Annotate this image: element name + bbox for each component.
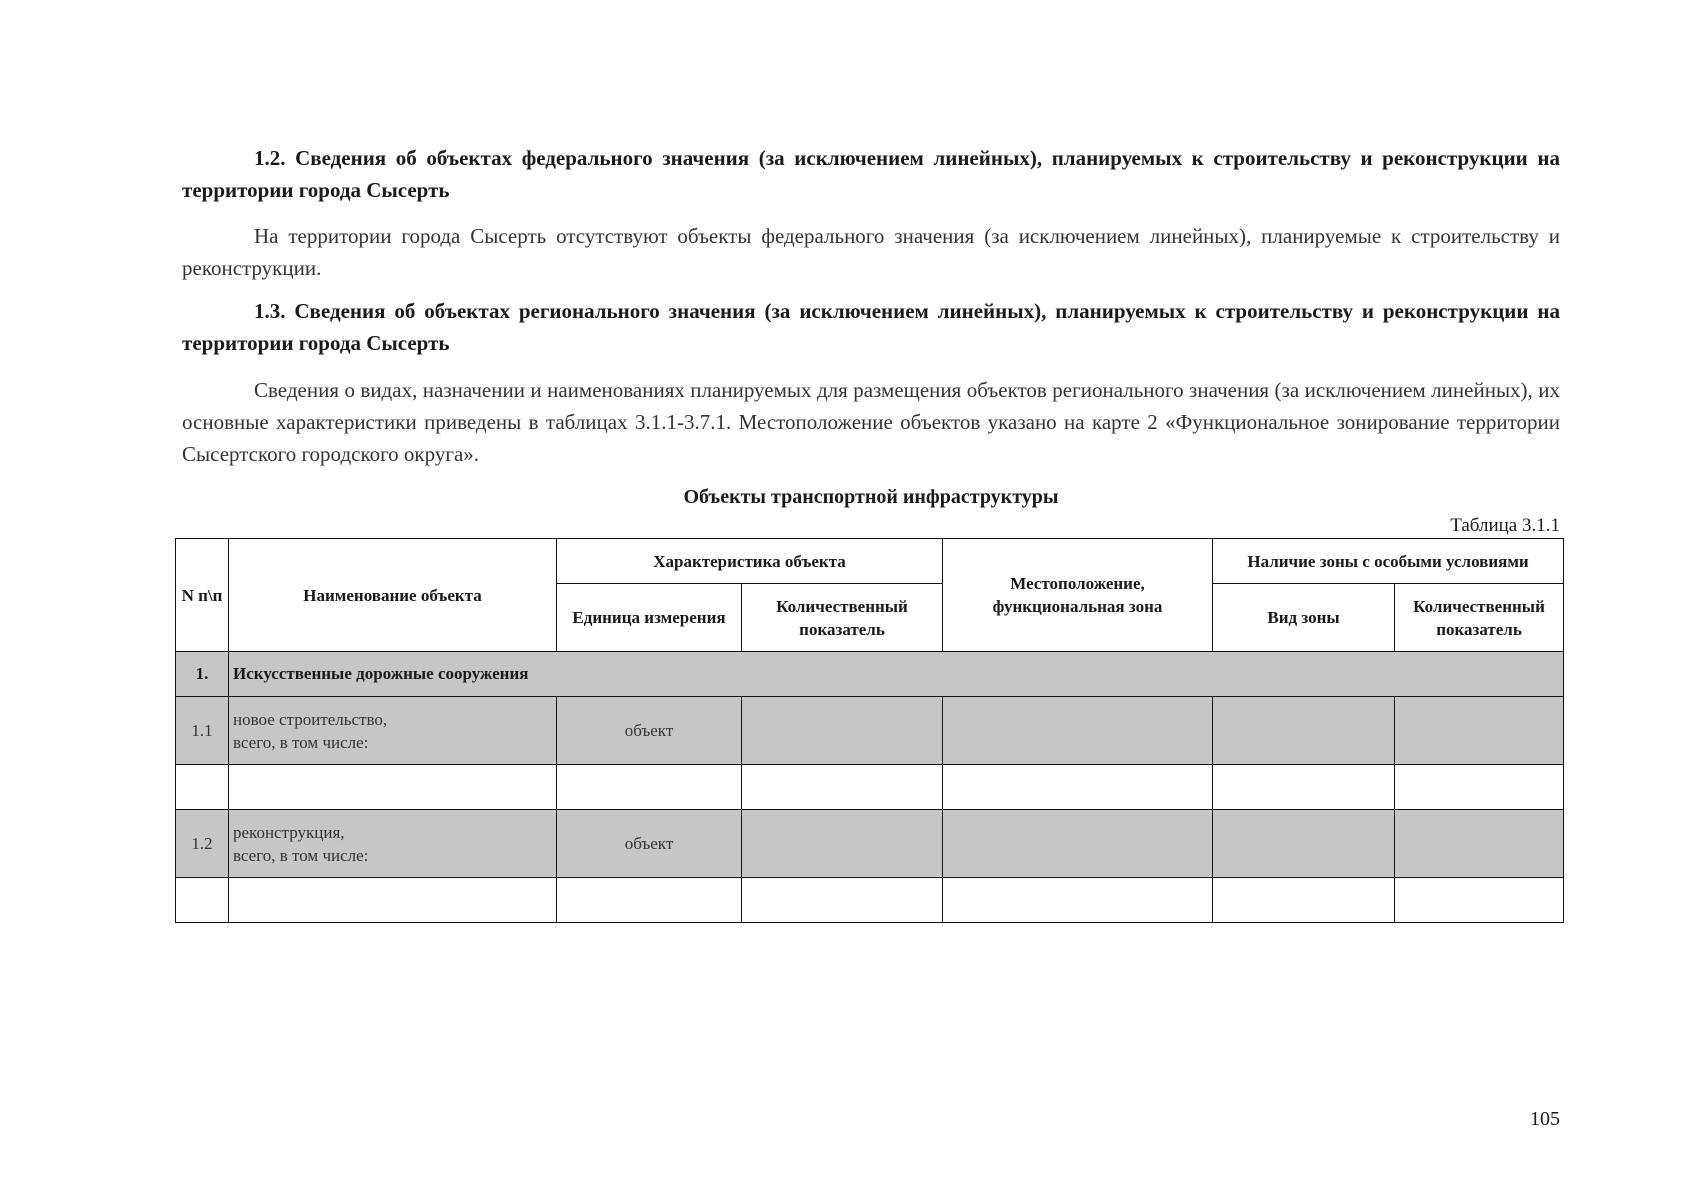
section-1-3-text: Сведения о видах, назначении и наименованиях планируемых для размещения объектов регионального значения (за исключением линейных), их основные характеристики приведены в таблицах 3.1.1-3.7.1. Местоположение объектов указано на карте 2 «Функциональное зонирование территории Сысертского городского округа». (182, 378, 1560, 466)
section-num: 1. (176, 652, 229, 697)
table-label: Таблица 3.1.1 (1450, 515, 1560, 536)
table-cell (943, 878, 1213, 923)
row-unit: объект (557, 810, 742, 878)
table-row (176, 878, 1564, 923)
row-name (229, 810, 557, 878)
row-num: 1.1 (176, 697, 229, 765)
table-cell (742, 810, 943, 878)
header-name: Наименование объекта (229, 539, 557, 652)
table-cell (1213, 765, 1395, 810)
table-cell (943, 652, 1213, 697)
table-cell (1395, 697, 1564, 765)
table-cell (557, 652, 742, 697)
row-name (229, 697, 557, 765)
header-characteristics: Характеристика объекта (557, 539, 943, 584)
table-cell (742, 765, 943, 810)
table-title: Объекты транспортной инфраструктуры (683, 486, 1059, 508)
header-zone: Наличие зоны с особыми условиями (1213, 539, 1564, 584)
table-cell (742, 652, 943, 697)
table-cell (176, 878, 229, 923)
row-name-line1: новое строительство, (233, 709, 388, 729)
table-cell (229, 765, 557, 810)
header-quantity: Количественный показатель (742, 584, 943, 652)
section-1-2-heading: 1.2. Сведения об объектах федерального значения (за исключением линейных), планируемых к строительству и реконструкции на территории города Сысерть (182, 146, 1560, 202)
table-cell (742, 878, 943, 923)
table-cell (557, 878, 742, 923)
table-cell (1213, 652, 1395, 697)
table-cell (557, 765, 742, 810)
table-cell (176, 765, 229, 810)
table-cell (1395, 878, 1564, 923)
section-row (176, 652, 1564, 697)
table-row (176, 697, 1564, 765)
table-cell (1395, 765, 1564, 810)
row-name-line1: реконструкция, (233, 822, 345, 842)
section-name: Искусственные дорожные сооружения (229, 652, 557, 697)
table-cell (1395, 810, 1564, 878)
table-cell (943, 765, 1213, 810)
section-1-2-text: На территории города Сысерть отсутствуют объекты федерального значения (за исключением линейных), планируемые к строительству и реконструкции. (182, 224, 1560, 280)
header-unit: Единица измерения (557, 584, 742, 652)
page-number: 105 (1530, 1108, 1560, 1130)
header-zone-type: Вид зоны (1213, 584, 1395, 652)
row-name-line2: всего, в том числе: (233, 845, 369, 865)
table-row (176, 810, 1564, 878)
row-unit: объект (557, 697, 742, 765)
table-row (176, 765, 1564, 810)
table-cell (229, 878, 557, 923)
table-cell (1213, 810, 1395, 878)
transport-objects-table (175, 538, 1564, 923)
table-cell (1213, 697, 1395, 765)
table-cell (943, 697, 1213, 765)
header-num: N п\п (176, 539, 229, 652)
row-name-line2: всего, в том числе: (233, 732, 369, 752)
header-location: Местоположение, функциональная зона (943, 539, 1213, 652)
section-1-3-heading: 1.3. Сведения об объектах регионального значения (за исключением линейных), планируемых к строительству и реконструкции на территории города Сысерть (182, 299, 1560, 355)
row-num: 1.2 (176, 810, 229, 878)
table-cell (1395, 652, 1564, 697)
table-cell (742, 697, 943, 765)
table-cell (943, 810, 1213, 878)
header-zone-quantity: Количественный показатель (1395, 584, 1564, 652)
table-cell (1213, 878, 1395, 923)
